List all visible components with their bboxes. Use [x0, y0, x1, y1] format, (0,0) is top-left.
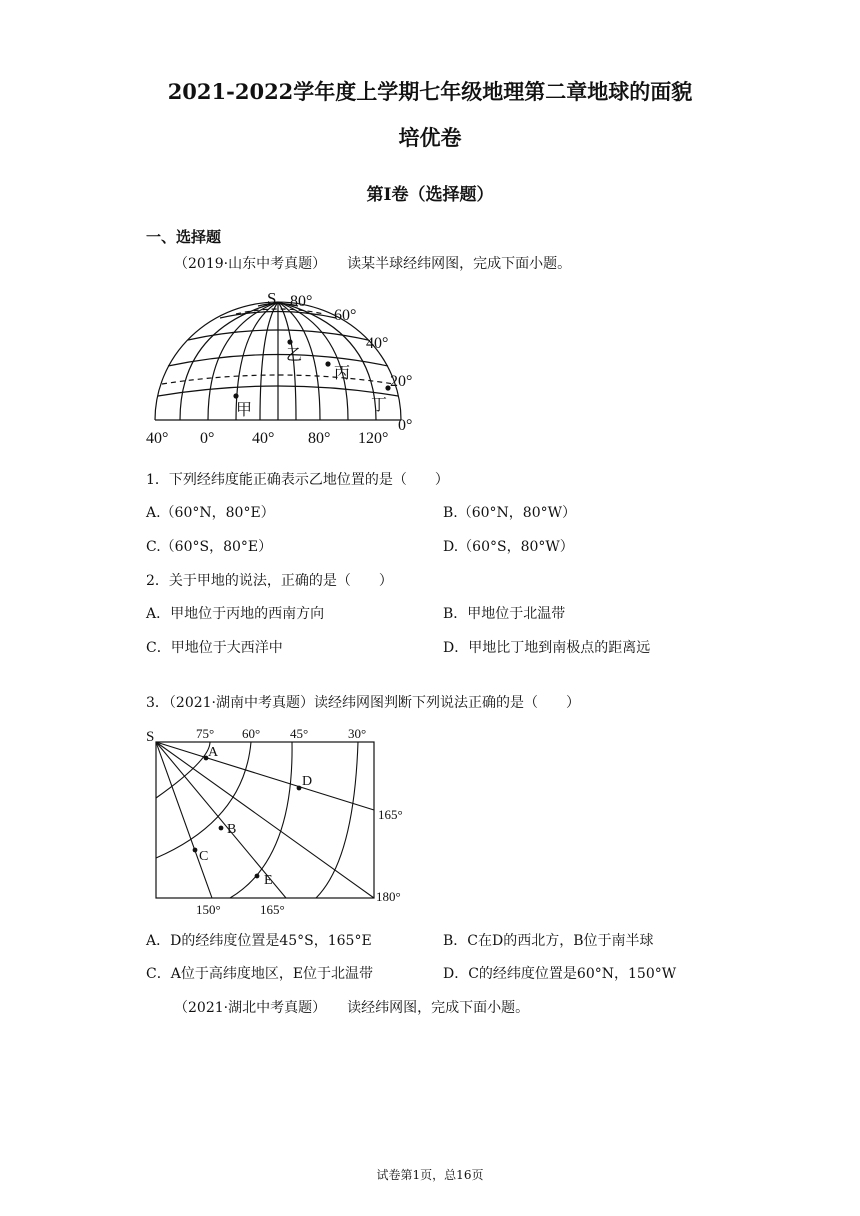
point-bing-label: 丙 — [334, 365, 351, 382]
point-bing-marker — [325, 361, 330, 366]
figure-2-rectangular-graticule — [144, 720, 414, 920]
q2-stem: 2．关于甲地的说法，正确的是（ ） — [146, 573, 393, 589]
q3-option-d: D．C的经纬度位置是60°N，150°W — [443, 966, 677, 982]
top-label-60: 60° — [242, 726, 261, 741]
lon-label-120: 120° — [358, 430, 389, 447]
q3-option-c: C．A位于高纬度地区，E位于北温带 — [146, 966, 374, 982]
point-a-label: A — [208, 745, 219, 760]
q3-stem: 3．（2021·湖南中考真题）读经纬网图判断下列说法正确的是（ ） — [146, 695, 580, 711]
q3-option-b: B．C在D的西北方，B位于南半球 — [443, 933, 654, 949]
lon-label-40w: 40° — [146, 430, 169, 447]
bottom-label-165: 165° — [260, 902, 285, 917]
point-yi-label: 乙 — [286, 347, 303, 364]
right-label-165: 165° — [378, 807, 403, 822]
title-line-2: 培优卷 — [398, 125, 462, 150]
point-e-label: E — [264, 873, 273, 888]
lat-label-80: 80° — [290, 293, 313, 310]
lon-label-40e: 40° — [252, 430, 275, 447]
point-d-marker — [297, 786, 302, 791]
point-c-marker — [193, 848, 198, 853]
q3-option-a: A．D的经纬度位置是45°S，165°E — [146, 933, 372, 949]
figure-2-pole-label: S — [146, 729, 155, 745]
title-line-1: 2021-2022学年度上学期七年级地理第二章地球的面貌 — [167, 79, 693, 104]
q1-option-c: C.（60°S，80°E） — [146, 539, 273, 555]
right-label-180: 180° — [376, 889, 401, 904]
q2-option-b: B．甲地位于北温带 — [443, 606, 566, 622]
point-ding-label: 丁 — [371, 397, 388, 414]
q1-option-a: A.（60°N，80°E） — [146, 505, 275, 521]
point-c-label: C — [199, 849, 209, 864]
point-d-label: D — [302, 774, 313, 789]
lat-label-60: 60° — [334, 307, 357, 324]
intro-2: （2021·湖北中考真题） 读经纬网图，完成下面小题。 — [174, 1000, 530, 1016]
figure-1-hemisphere-graticule — [140, 288, 430, 448]
q2-option-c: C．甲地位于大西洋中 — [146, 640, 283, 656]
point-e-marker — [255, 874, 260, 879]
point-jia-marker — [233, 393, 238, 398]
top-label-75: 75° — [196, 726, 215, 741]
point-b-label: B — [227, 822, 237, 837]
section-heading: 一、选择题 — [146, 228, 222, 246]
lat-label-20: 20° — [390, 373, 413, 390]
figure-1-pole-label: S — [267, 289, 277, 308]
top-label-45: 45° — [290, 726, 309, 741]
lat-label-0: 0° — [398, 417, 413, 434]
q2-option-a: A．甲地位于丙地的西南方向 — [146, 606, 325, 622]
point-b-marker — [219, 826, 224, 831]
bottom-label-150: 150° — [196, 902, 221, 917]
point-yi-marker — [287, 339, 292, 344]
top-label-30: 30° — [348, 726, 367, 741]
lon-label-0: 0° — [200, 430, 215, 447]
q1-option-b: B.（60°N，80°W） — [443, 505, 577, 521]
intro-1: （2019·山东中考真题） 读某半球经纬网图，完成下面小题。 — [174, 256, 572, 272]
point-jia-label: 甲 — [236, 402, 253, 419]
q1-option-d: D.（60°S，80°W） — [443, 539, 574, 555]
q1-stem: 1．下列经纬度能正确表示乙地位置的是（ ） — [146, 472, 449, 488]
q2-option-d: D．甲地比丁地到南极点的距离远 — [443, 640, 651, 656]
lon-label-80: 80° — [308, 430, 331, 447]
page-footer: 试卷第1页，总16页 — [376, 1168, 484, 1182]
part-title: 第I卷（选择题） — [366, 185, 494, 205]
lat-label-40: 40° — [366, 335, 389, 352]
